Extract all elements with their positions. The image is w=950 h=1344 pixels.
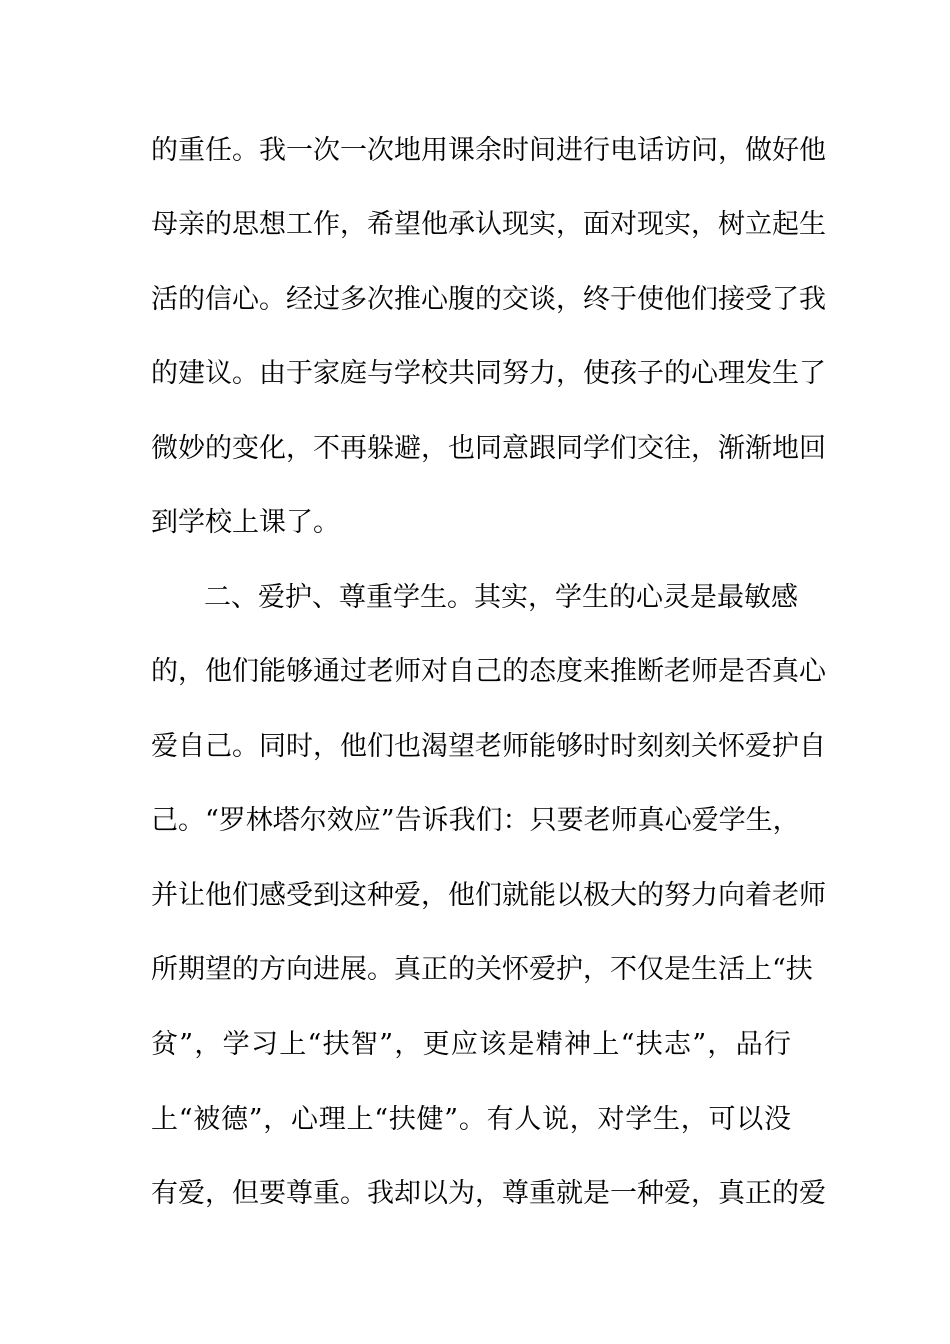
text-line-9: 爱自己。同时，他们也渴望老师能够时时刻刻关怀爱护自: [151, 731, 826, 762]
text-line-12: 所期望的方向进展。真正的关怀爱护，不仅是生活上“扶: [151, 954, 813, 985]
text-line-13: 贫”，学习上“扶智”，更应该是精神上“扶志”，品行: [151, 1029, 791, 1060]
text-line-4: 的建议。由于家庭与学校共同努力，使孩子的心理发生了: [151, 358, 826, 389]
text-line-14: 上“被德”，心理上“扶健”。有人说，对学生，可以没: [151, 1104, 791, 1135]
text-line-2: 母亲的思想工作，希望他承认现实，面对现实，树立起生: [151, 209, 826, 240]
text-line-1: 的重任。我一次一次地用课余时间进行电话访问，做好他: [151, 135, 826, 166]
text-line-8: 的，他们能够通过老师对自己的态度来推断老师是否真心: [151, 656, 826, 687]
paragraph-heading-line: 二、爱护、尊重学生。其实，学生的心灵是最敏感: [204, 582, 798, 613]
text-line-5: 微妙的变化，不再躲避，也同意跟同学们交往，渐渐地回: [151, 433, 826, 464]
text-line-3: 活的信心。经过多次推心腹的交谈，终于使他们接受了我: [151, 284, 826, 315]
text-line-11: 并让他们感受到这种爱，他们就能以极大的努力向着老师: [151, 880, 826, 911]
text-line-10: 己。“罗林塔尔效应”告诉我们：只要老师真心爱学生，: [151, 805, 800, 836]
text-line-6: 到学校上课了。: [151, 507, 340, 538]
text-line-15: 有爱，但要尊重。我却以为，尊重就是一种爱，真正的爱: [151, 1178, 826, 1209]
